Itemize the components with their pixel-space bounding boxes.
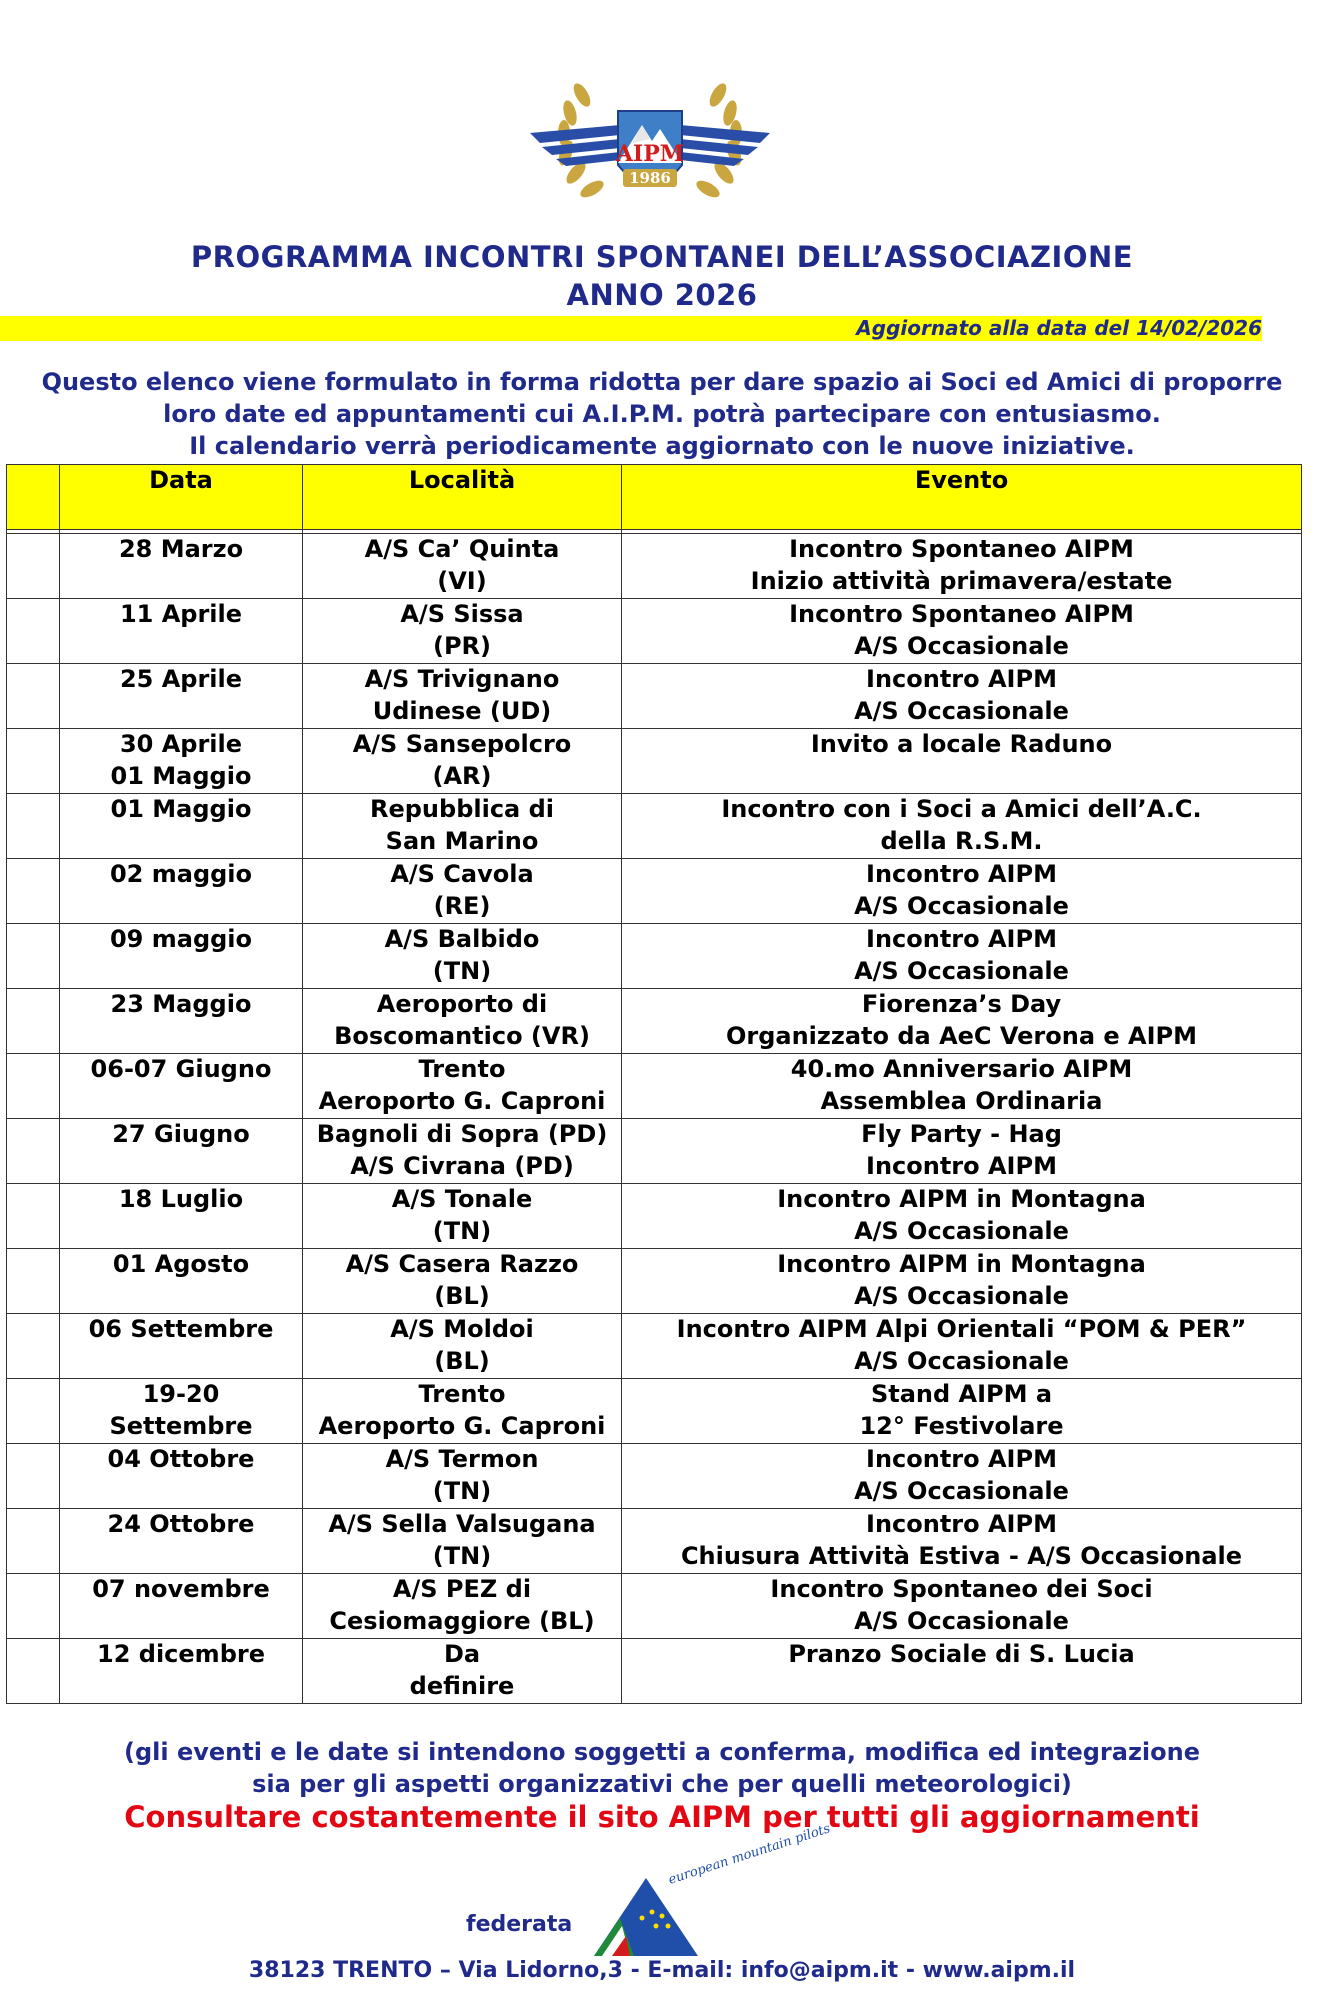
date-cell-line: 12 dicembre	[97, 1640, 265, 1668]
event-cell	[622, 1314, 1302, 1379]
event-cell	[622, 794, 1302, 859]
logo-text: AIPM	[615, 141, 685, 167]
place-cell-line: Cesiomaggiore (BL)	[329, 1606, 595, 1635]
event-cell-line: Organizzato da AeC Verona e AIPM	[725, 1021, 1198, 1050]
table-row	[7, 989, 1302, 1054]
place-cell-line: Aeroporto G. Caproni	[318, 1411, 606, 1440]
date-cell-line: 30 Aprile	[119, 730, 243, 758]
place-cell	[303, 1639, 622, 1704]
header-localita: Località	[303, 465, 622, 530]
event-cell-line: A/S Occasionale	[854, 1346, 1069, 1375]
event-cell-line: Incontro AIPM	[866, 1445, 1057, 1473]
place-cell	[303, 1379, 622, 1444]
event-cell-line: Assemblea Ordinaria	[820, 1086, 1103, 1115]
row-empty-cell	[7, 1314, 60, 1379]
date-cell	[60, 1314, 303, 1379]
place-cell	[303, 534, 622, 599]
place-cell-line: Boscomantico (VR)	[334, 1021, 590, 1050]
place-cell	[303, 924, 622, 989]
row-empty-cell	[7, 1379, 60, 1444]
place-cell	[303, 599, 622, 664]
row-empty-cell	[7, 599, 60, 664]
row-empty-cell	[7, 1119, 60, 1184]
event-cell	[622, 1119, 1302, 1184]
table-row	[7, 1119, 1302, 1184]
event-cell	[622, 1574, 1302, 1639]
date-cell-line: 18 Luglio	[118, 1185, 244, 1213]
date-cell-line: 06 Settembre	[88, 1315, 274, 1343]
place-cell-line: (PR)	[432, 631, 491, 660]
date-cell-line: Settembre	[109, 1411, 253, 1440]
emp-logo-text: european mountain pilots	[666, 1821, 833, 1888]
date-cell	[60, 1249, 303, 1314]
event-cell-line: Pranzo Sociale di S. Lucia	[788, 1640, 1135, 1668]
event-cell	[622, 664, 1302, 729]
place-cell-line: A/S Sansepolcro	[352, 730, 572, 758]
website-notice: Consultare costantemente il sito AIPM per tutti gli aggiornamenti	[124, 1800, 1200, 1834]
aipm-logo	[520, 55, 780, 225]
event-cell-line: A/S Occasionale	[854, 891, 1069, 920]
table-row	[7, 794, 1302, 859]
place-cell-line: San Marino	[385, 826, 539, 855]
place-cell-line: (TN)	[432, 1216, 492, 1245]
place-cell	[303, 1184, 622, 1249]
updated-date: Aggiornato alla data del 14/02/2026	[856, 316, 1262, 340]
date-cell-line: 11 Aprile	[119, 600, 243, 628]
place-cell-line: (TN)	[432, 1476, 492, 1505]
place-cell-line: A/S Civrana (PD)	[350, 1151, 574, 1180]
place-cell-line: A/S PEZ di	[392, 1575, 532, 1603]
table-row	[7, 1639, 1302, 1704]
place-cell-line: Udinese (UD)	[372, 696, 552, 725]
row-empty-cell	[7, 1574, 60, 1639]
place-cell-line: (TN)	[432, 956, 492, 985]
date-cell-line: 01 Agosto	[112, 1250, 250, 1278]
event-cell	[622, 1379, 1302, 1444]
table-row	[7, 1314, 1302, 1379]
place-cell-line: A/S Tonale	[391, 1185, 533, 1213]
event-cell-line: Incontro AIPM	[866, 1151, 1057, 1180]
date-cell-line: 27 Giugno	[112, 1120, 250, 1148]
event-cell-line: Inizio attività primavera/estate	[750, 566, 1173, 595]
place-cell	[303, 1574, 622, 1639]
date-cell	[60, 534, 303, 599]
table-header-row	[7, 465, 1302, 530]
place-cell-line: (AR)	[432, 761, 492, 790]
event-cell-line: della R.S.M.	[880, 826, 1043, 855]
date-cell	[60, 729, 303, 794]
date-cell	[60, 599, 303, 664]
event-cell-line: A/S Occasionale	[854, 1476, 1069, 1505]
event-cell-line: Incontro Spontaneo AIPM	[789, 600, 1134, 628]
place-cell-line: (TN)	[432, 1541, 492, 1570]
date-cell	[60, 1509, 303, 1574]
place-cell	[303, 1119, 622, 1184]
header-empty-cell	[7, 465, 60, 530]
row-empty-cell	[7, 794, 60, 859]
date-cell	[60, 859, 303, 924]
place-cell-line: Repubblica di	[369, 795, 555, 823]
date-cell-line: 24 Ottobre	[107, 1510, 255, 1538]
table-row	[7, 1509, 1302, 1574]
date-cell-line: 19-20	[142, 1380, 220, 1408]
page-title: PROGRAMMA INCONTRI SPONTANEI DELL’ASSOCIAZIONE	[190, 240, 1134, 274]
event-cell	[622, 1184, 1302, 1249]
footer-address: 38123 TRENTO – Via Lidorno,3 - E-mail: info@aipm.it - www.aipm.il	[248, 1958, 1076, 1983]
date-cell-line: 25 Aprile	[119, 665, 243, 693]
header-evento: Evento	[622, 465, 1302, 530]
date-cell	[60, 1444, 303, 1509]
event-cell-line: Incontro AIPM	[866, 860, 1057, 888]
logo-year: 1986	[629, 169, 671, 187]
date-cell-line: 02 maggio	[109, 860, 253, 888]
date-cell	[60, 1119, 303, 1184]
table-row	[7, 1379, 1302, 1444]
date-cell	[60, 1574, 303, 1639]
row-empty-cell	[7, 1054, 60, 1119]
row-empty-cell	[7, 1249, 60, 1314]
date-cell-line: 09 maggio	[109, 925, 253, 953]
european-mountain-pilots-logo	[590, 1821, 833, 1960]
header-data: Data	[60, 465, 303, 530]
place-cell-line: (BL)	[434, 1346, 490, 1375]
row-empty-cell	[7, 989, 60, 1054]
place-cell-line: (VI)	[437, 566, 487, 595]
table-row	[7, 859, 1302, 924]
event-cell-line: Incontro AIPM Alpi Orientali “POM & PER”	[676, 1315, 1247, 1343]
table-row	[7, 664, 1302, 729]
event-cell	[622, 1249, 1302, 1314]
place-cell	[303, 1509, 622, 1574]
date-cell	[60, 1054, 303, 1119]
event-cell	[622, 859, 1302, 924]
place-cell-line: A/S Sella Valsugana	[328, 1510, 596, 1538]
event-cell	[622, 1509, 1302, 1574]
place-cell-line: Trento	[418, 1055, 506, 1083]
date-cell	[60, 664, 303, 729]
disclaimer-line: sia per gli aspetti organizzativi che per quelli meteorologici)	[252, 1770, 1072, 1798]
event-cell-line: A/S Occasionale	[854, 956, 1069, 985]
table-row	[7, 729, 1302, 794]
event-cell-line: A/S Occasionale	[854, 1606, 1069, 1635]
place-cell	[303, 859, 622, 924]
event-cell-line: 12° Festivolare	[859, 1411, 1064, 1440]
event-cell	[622, 924, 1302, 989]
date-cell	[60, 1184, 303, 1249]
event-cell	[622, 1444, 1302, 1509]
event-cell-line: Invito a locale Raduno	[810, 730, 1113, 758]
intro-line: loro date ed appuntamenti cui A.I.P.M. potrà partecipare con entusiasmo.	[163, 400, 1161, 428]
table-row	[7, 534, 1302, 599]
event-cell-line: Incontro AIPM	[866, 1510, 1057, 1538]
event-cell	[622, 534, 1302, 599]
place-cell-line: Aeroporto G. Caproni	[318, 1086, 606, 1115]
place-cell-line: A/S Casera Razzo	[345, 1250, 579, 1278]
event-cell-line: Stand AIPM a	[870, 1380, 1053, 1408]
event-cell	[622, 1054, 1302, 1119]
row-empty-cell	[7, 1639, 60, 1704]
intro-line: Il calendario verrà periodicamente aggiornato con le nuove iniziative.	[189, 432, 1135, 460]
place-cell	[303, 729, 622, 794]
date-cell-line: 07 novembre	[92, 1575, 270, 1603]
row-empty-cell	[7, 729, 60, 794]
place-cell-line: A/S Trivignano	[364, 665, 560, 693]
place-cell-line: A/S Sissa	[400, 600, 524, 628]
event-cell-line: A/S Occasionale	[854, 631, 1069, 660]
date-cell	[60, 924, 303, 989]
place-cell	[303, 1444, 622, 1509]
event-cell-line: Chiusura Attività Estiva - A/S Occasionale	[680, 1541, 1243, 1570]
intro-line: Questo elenco viene formulato in forma ridotta per dare spazio ai Soci ed Amici di proporre	[41, 368, 1283, 396]
event-cell-line: Incontro Spontaneo dei Soci	[770, 1575, 1153, 1603]
row-empty-cell	[7, 664, 60, 729]
event-cell	[622, 729, 1302, 794]
table-row	[7, 1054, 1302, 1119]
place-cell	[303, 1314, 622, 1379]
place-cell-line: A/S Ca’ Quinta	[364, 535, 560, 563]
event-cell-line: 40.mo Anniversario AIPM	[790, 1055, 1133, 1083]
intro-text	[0, 366, 1324, 462]
row-empty-cell	[7, 1184, 60, 1249]
event-cell-line: Incontro AIPM in Montagna	[777, 1250, 1146, 1278]
event-cell-line: A/S Occasionale	[854, 1216, 1069, 1245]
row-empty-cell	[7, 924, 60, 989]
page-subtitle-year: ANNO 2026	[566, 278, 758, 312]
place-cell-line: A/S Balbido	[384, 925, 540, 953]
event-cell-line: Incontro AIPM	[866, 665, 1057, 693]
event-cell-line: Fiorenza’s Day	[861, 990, 1062, 1018]
table-row	[7, 1444, 1302, 1509]
event-cell-line: Incontro con i Soci a Amici dell’A.C.	[721, 795, 1202, 823]
place-cell	[303, 1054, 622, 1119]
date-cell-line: 01 Maggio	[110, 761, 252, 790]
date-cell	[60, 794, 303, 859]
table-row	[7, 1574, 1302, 1639]
row-empty-cell	[7, 859, 60, 924]
disclaimer-line: (gli eventi e le date si intendono soggetti a conferma, modifica ed integrazione	[123, 1738, 1200, 1766]
disclaimer-note	[0, 1736, 1324, 1800]
event-cell-line: A/S Occasionale	[854, 696, 1069, 725]
place-cell-line: (BL)	[434, 1281, 490, 1310]
table-row	[7, 1184, 1302, 1249]
place-cell-line: Aeroporto di	[376, 990, 548, 1018]
place-cell	[303, 1249, 622, 1314]
place-cell-line: Bagnoli di Sopra (PD)	[316, 1120, 608, 1148]
date-cell	[60, 1639, 303, 1704]
place-cell	[303, 794, 622, 859]
event-cell-line: A/S Occasionale	[854, 1281, 1069, 1310]
place-cell-line: (RE)	[433, 891, 491, 920]
date-cell	[60, 989, 303, 1054]
date-cell-line: 28 Marzo	[118, 535, 244, 563]
place-cell-line: A/S Cavola	[390, 860, 534, 888]
event-cell	[622, 989, 1302, 1054]
date-cell	[60, 1379, 303, 1444]
row-empty-cell	[7, 1509, 60, 1574]
place-cell-line: A/S Termon	[385, 1445, 539, 1473]
federata-label: federata	[466, 1912, 573, 1937]
place-cell-line: Da	[443, 1640, 481, 1668]
place-cell	[303, 664, 622, 729]
place-cell-line: Trento	[418, 1380, 506, 1408]
place-cell	[303, 989, 622, 1054]
row-empty-cell	[7, 534, 60, 599]
event-cell-line: Incontro Spontaneo AIPM	[789, 535, 1134, 563]
event-cell	[622, 1639, 1302, 1704]
date-cell-line: 23 Maggio	[110, 990, 252, 1018]
event-cell	[622, 599, 1302, 664]
table-row	[7, 599, 1302, 664]
place-cell-line: A/S Moldoi	[390, 1315, 534, 1343]
table-row	[7, 1249, 1302, 1314]
event-cell-line: Incontro AIPM in Montagna	[777, 1185, 1146, 1213]
date-cell-line: 04 Ottobre	[107, 1445, 255, 1473]
table-row	[7, 924, 1302, 989]
date-cell-line: 01 Maggio	[110, 795, 252, 823]
event-cell-line: Fly Party - Hag	[861, 1120, 1062, 1148]
event-cell-line: Incontro AIPM	[866, 925, 1057, 953]
events-table	[6, 464, 1302, 1704]
place-cell-line: definire	[409, 1671, 515, 1700]
row-empty-cell	[7, 1444, 60, 1509]
date-cell-line: 06-07 Giugno	[90, 1055, 272, 1083]
